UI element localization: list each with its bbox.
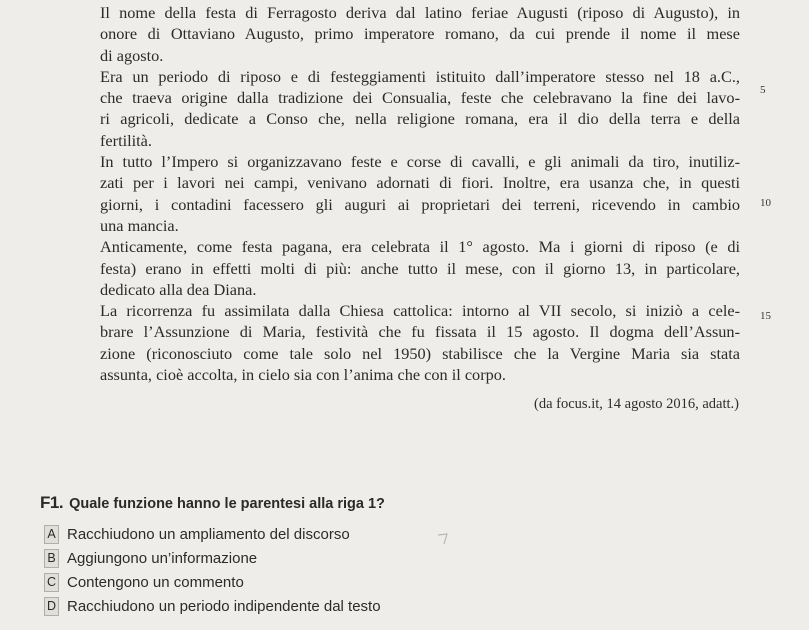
option-text: Contengono un commento	[67, 573, 244, 591]
option-c[interactable]	[44, 570, 381, 594]
passage-line: onore di Ottaviano Augusto, primo imperatore romano, da cui prende il nome il mese	[100, 24, 740, 44]
option-text: Aggiungono un’informazione	[67, 549, 258, 567]
passage-line: Il nome della festa di Ferragosto deriva dal latino feriae Augusti (riposo di Augusto), in	[100, 3, 740, 22]
line-number-10: 10	[760, 197, 771, 209]
option-text: Racchiudono un periodo indipendente dal testo	[67, 598, 381, 616]
passage-line: brare l’Assunzione di Maria, festività che fu fissata il 15 agosto. Il dogma dell’Assun-	[100, 322, 740, 342]
passage-line: zione (riconosciuto come tale solo nel 1950) stabilisce che la Vergine Maria sia stata	[100, 343, 740, 363]
question-text: Quale funzione hanno le parentesi alla riga 1?	[69, 496, 385, 512]
pencil-mark-icon	[436, 532, 450, 546]
passage-line: fertilità.	[100, 130, 152, 150]
passage-line: assunta, cioè accolta, in cielo sia con l’anima che con il corpo.	[100, 365, 506, 385]
paragraph-1	[100, 2, 740, 66]
option-a[interactable]	[44, 522, 381, 546]
passage-line: giorni, i contadini facessero gli auguri ai proprietari dei terreni, ricevendo in cambio	[100, 194, 740, 214]
passage-line: dedicato alla dea Diana.	[100, 279, 257, 299]
passage-line: ri agricoli, dedicate a Conso che, nella religione romana, era il dio della terra e della	[100, 109, 740, 129]
passage	[100, 2, 740, 385]
passage-line: festa) erano in effetti molti di più: anche tutto il mese, con il giorno 13, in particolare,	[100, 258, 740, 278]
passage-line: Anticamente, come festa pagana, era celebrata il 1° agosto. Ma i giorni di riposo (e di	[100, 237, 740, 257]
option-letter-box: D	[44, 597, 59, 616]
source-citation: (da focus.it, 14 agosto 2016, adatt.)	[534, 396, 739, 412]
passage-line: In tutto l’Impero si organizzavano feste e corse di cavalli, e gli animali da tiro, inutiliz-	[100, 152, 740, 172]
question-heading	[40, 493, 385, 513]
option-letter-box: C	[44, 573, 59, 592]
paragraph-2	[100, 66, 740, 151]
option-letter-box: B	[44, 549, 59, 568]
passage-line: che traeva origine dalla tradizione dei Consualia, feste che celebravano la fine dei lavo-	[100, 88, 740, 108]
line-number-15: 15	[760, 310, 771, 322]
paragraph-4	[100, 236, 740, 300]
option-text: Racchiudono un ampliamento del discorso	[67, 525, 350, 543]
answer-options	[44, 522, 381, 619]
paragraph-5	[100, 300, 740, 385]
passage-line: zati per i lavori nei campi, venivano adornati di fiori. Inoltre, era usanza che, in questi	[100, 173, 740, 193]
passage-line: Era un periodo di riposo e di festeggiamenti istituito dall’imperatore stesso nel 18 a.C.,	[100, 66, 740, 86]
option-b[interactable]	[44, 546, 381, 570]
passage-line: La ricorrenza fu assimilata dalla Chiesa cattolica: intorno al VII secolo, si iniziò a cele-	[100, 301, 740, 321]
passage-line: una mancia.	[100, 215, 179, 235]
option-d[interactable]	[44, 595, 381, 619]
passage-line: di agosto.	[100, 45, 164, 65]
option-letter-box: A	[44, 525, 59, 544]
paragraph-3	[100, 151, 740, 236]
line-number-5: 5	[760, 84, 766, 96]
question-number: F1.	[40, 493, 64, 512]
